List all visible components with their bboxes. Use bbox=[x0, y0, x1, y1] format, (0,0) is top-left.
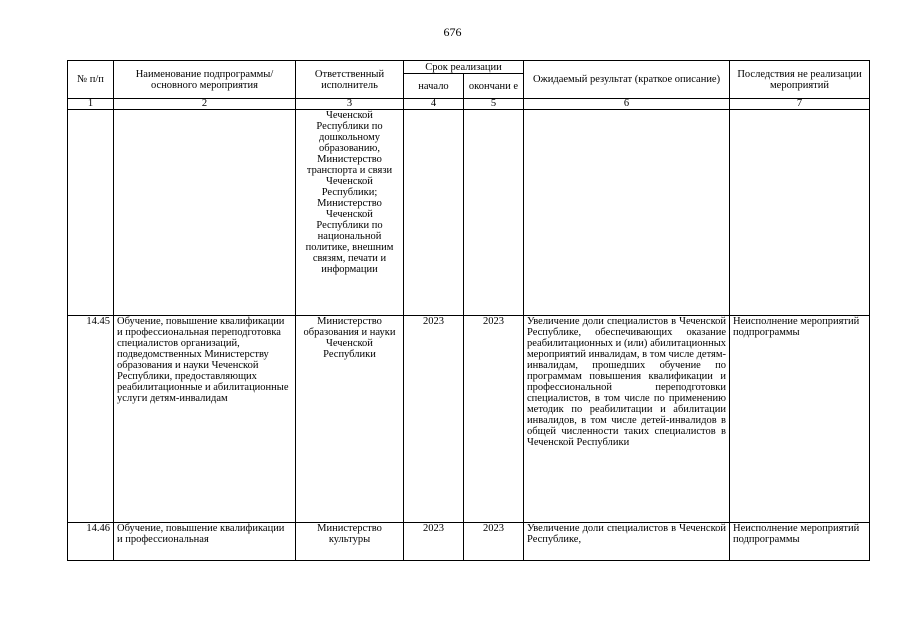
header-consequence: Последствия не реализации мероприятий bbox=[730, 61, 870, 99]
cell-consequence: Неисполнение мероприятий подпрограммы bbox=[730, 316, 870, 523]
column-number: 4 bbox=[404, 99, 464, 110]
header-period: Срок реализации bbox=[404, 61, 524, 74]
cell-end: 2023 bbox=[464, 316, 524, 523]
cell-empty bbox=[114, 110, 296, 316]
header-start: начало bbox=[404, 74, 464, 99]
header-name: Наименование подпрограммы/ основного мероприятия bbox=[114, 61, 296, 99]
cell-executor-continued: Чеченской Республики по дошкольному образованию, Министерство транспорта и связи Чеченской Республики; Министерство Чеченской Республики по национальной политике, внешним связям, печати и информации bbox=[296, 110, 404, 316]
column-number: 1 bbox=[68, 99, 114, 110]
table-header bbox=[68, 61, 870, 99]
column-number: 5 bbox=[464, 99, 524, 110]
table-row bbox=[68, 316, 870, 523]
header-result: Ожидаемый результат (краткое описание) bbox=[524, 61, 730, 99]
cell-empty bbox=[464, 110, 524, 316]
cell-start: 2023 bbox=[404, 316, 464, 523]
column-number: 3 bbox=[296, 99, 404, 110]
table-body bbox=[68, 99, 870, 561]
program-table bbox=[67, 60, 870, 561]
column-number: 7 bbox=[730, 99, 870, 110]
cell-result: Увеличение доли специалистов в Чеченской Республике, bbox=[524, 523, 730, 561]
header-end: окончани е bbox=[464, 74, 524, 99]
cell-start: 2023 bbox=[404, 523, 464, 561]
table-row-continuation bbox=[68, 110, 870, 316]
column-number: 6 bbox=[524, 99, 730, 110]
cell-number: 14.45 bbox=[68, 316, 114, 523]
cell-name: Обучение, повышение квалификации и профессиональная переподготовка специалистов организаций, подведомственных Министерству образования и науки Чеченской Республики, предоставляющих реабилитационные и абилитационные услуги детям-инвалидам bbox=[114, 316, 296, 523]
cell-executor: Министерство образования и науки Чеченской Республики bbox=[296, 316, 404, 523]
cell-end: 2023 bbox=[464, 523, 524, 561]
cell-name: Обучение, повышение квалификации и профессиональная bbox=[114, 523, 296, 561]
cell-executor: Министерство культуры bbox=[296, 523, 404, 561]
table-row bbox=[68, 523, 870, 561]
cell-empty bbox=[730, 110, 870, 316]
header-executor: Ответственный исполнитель bbox=[296, 61, 404, 99]
cell-empty bbox=[68, 110, 114, 316]
column-number-row bbox=[68, 99, 870, 110]
column-number: 2 bbox=[114, 99, 296, 110]
cell-consequence: Неисполнение мероприятий подпрограммы bbox=[730, 523, 870, 561]
cell-empty bbox=[524, 110, 730, 316]
header-number: № п/п bbox=[68, 61, 114, 99]
cell-number: 14.46 bbox=[68, 523, 114, 561]
cell-result: Увеличение доли специалистов в Чеченской Республике, обеспечивающих оказание реабилитационных и (или) абилитационных мероприятий инвалидам, в том числе детям-инвалидам, прошедших обучение по программам повышения квалификации и профессиональной переподготовки специалистов, в том числе по применению методик по реабилитации и абилитации инвалидов, в том числе детей-инвалидов в общей численности таких специалистов в Чеченской Республики bbox=[524, 316, 730, 523]
cell-empty bbox=[404, 110, 464, 316]
page-number: 676 bbox=[443, 25, 462, 39]
